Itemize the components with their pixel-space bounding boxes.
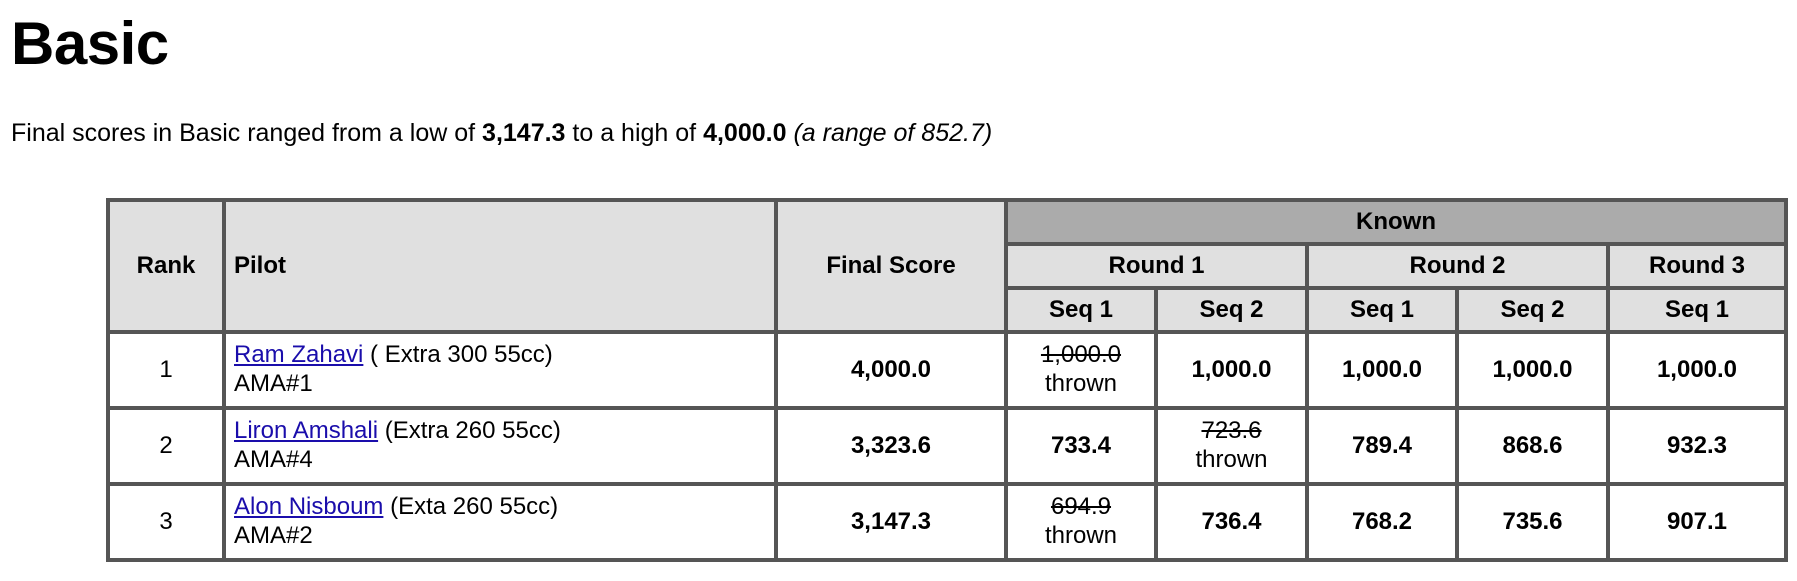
seq-score-cell: 932.3 <box>1608 408 1786 484</box>
header-r3-seq-1: Seq 1 <box>1608 288 1786 332</box>
pilot-ama-number: AMA#2 <box>234 522 313 549</box>
table-row <box>108 484 1786 560</box>
seq-score-cell: 1,000.0 <box>1307 332 1457 408</box>
seq-score-cell: 733.4 <box>1006 408 1156 484</box>
thrown-score: 1,000.0 <box>1040 341 1122 369</box>
header-group-known: Known <box>1006 200 1786 244</box>
pilot-cell <box>224 408 776 484</box>
final-score-cell: 3,323.6 <box>776 408 1006 484</box>
header-rank: Rank <box>108 200 224 332</box>
page-title: Basic <box>11 10 169 77</box>
pilot-ama-number: AMA#1 <box>234 370 313 397</box>
header-round-1: Round 1 <box>1006 244 1307 288</box>
seq-score-cell: 736.4 <box>1156 484 1307 560</box>
seq-score-cell: 735.6 <box>1457 484 1608 560</box>
summary-middle: to a high of <box>565 119 704 147</box>
seq-score-cell: 1,000.0 <box>1457 332 1608 408</box>
header-round-3: Round 3 <box>1608 244 1786 288</box>
seq-score-cell: 1,000.0 <box>1608 332 1786 408</box>
table-row <box>108 408 1786 484</box>
rank-cell: 2 <box>108 408 224 484</box>
table-row <box>108 332 1786 408</box>
seq-score-cell: 868.6 <box>1457 408 1608 484</box>
thrown-score: 694.9 <box>1050 493 1112 521</box>
header-r1-seq-2: Seq 2 <box>1156 288 1307 332</box>
seq-score-cell-thrown <box>1006 484 1156 560</box>
seq-score-cell-thrown <box>1006 332 1156 408</box>
seq-score-cell: 789.4 <box>1307 408 1457 484</box>
header-pilot: Pilot <box>224 200 776 332</box>
pilot-name-link[interactable]: Liron Amshali <box>234 417 379 445</box>
thrown-label: thrown <box>1044 522 1118 549</box>
rank-cell: 1 <box>108 332 224 408</box>
summary-range-note: (a range of 852.7) <box>793 119 993 147</box>
thrown-score: 723.6 <box>1201 417 1262 445</box>
summary-high-score: 4,000.0 <box>703 119 787 147</box>
pilot-name-link[interactable]: Ram Zahavi <box>234 341 364 369</box>
summary-prefix: Final scores in Basic ranged from a low of <box>11 119 483 147</box>
results-table <box>106 198 1788 562</box>
summary-low-score: 3,147.3 <box>482 119 566 147</box>
seq-score-cell-thrown <box>1156 408 1307 484</box>
rank-cell: 3 <box>108 484 224 560</box>
pilot-aircraft: (Exta 260 55cc) <box>383 493 559 521</box>
pilot-name-link[interactable]: Alon Nisboum <box>234 493 384 521</box>
thrown-label: thrown <box>1044 370 1118 397</box>
header-r1-seq-1: Seq 1 <box>1006 288 1156 332</box>
score-summary <box>11 118 992 148</box>
final-score-cell: 3,147.3 <box>776 484 1006 560</box>
pilot-aircraft: ( Extra 300 55cc) <box>363 341 553 369</box>
header-r2-seq-1: Seq 1 <box>1307 288 1457 332</box>
pilot-ama-number: AMA#4 <box>234 446 313 473</box>
seq-score-cell: 768.2 <box>1307 484 1457 560</box>
pilot-cell <box>224 332 776 408</box>
thrown-label: thrown <box>1195 446 1268 473</box>
pilot-cell <box>224 484 776 560</box>
final-score-cell: 4,000.0 <box>776 332 1006 408</box>
header-r2-seq-2: Seq 2 <box>1457 288 1608 332</box>
seq-score-cell: 1,000.0 <box>1156 332 1307 408</box>
pilot-aircraft: (Extra 260 55cc) <box>378 417 561 445</box>
seq-score-cell: 907.1 <box>1608 484 1786 560</box>
header-final-score: Final Score <box>776 200 1006 332</box>
results-body <box>108 332 1786 560</box>
header-round-2: Round 2 <box>1307 244 1608 288</box>
